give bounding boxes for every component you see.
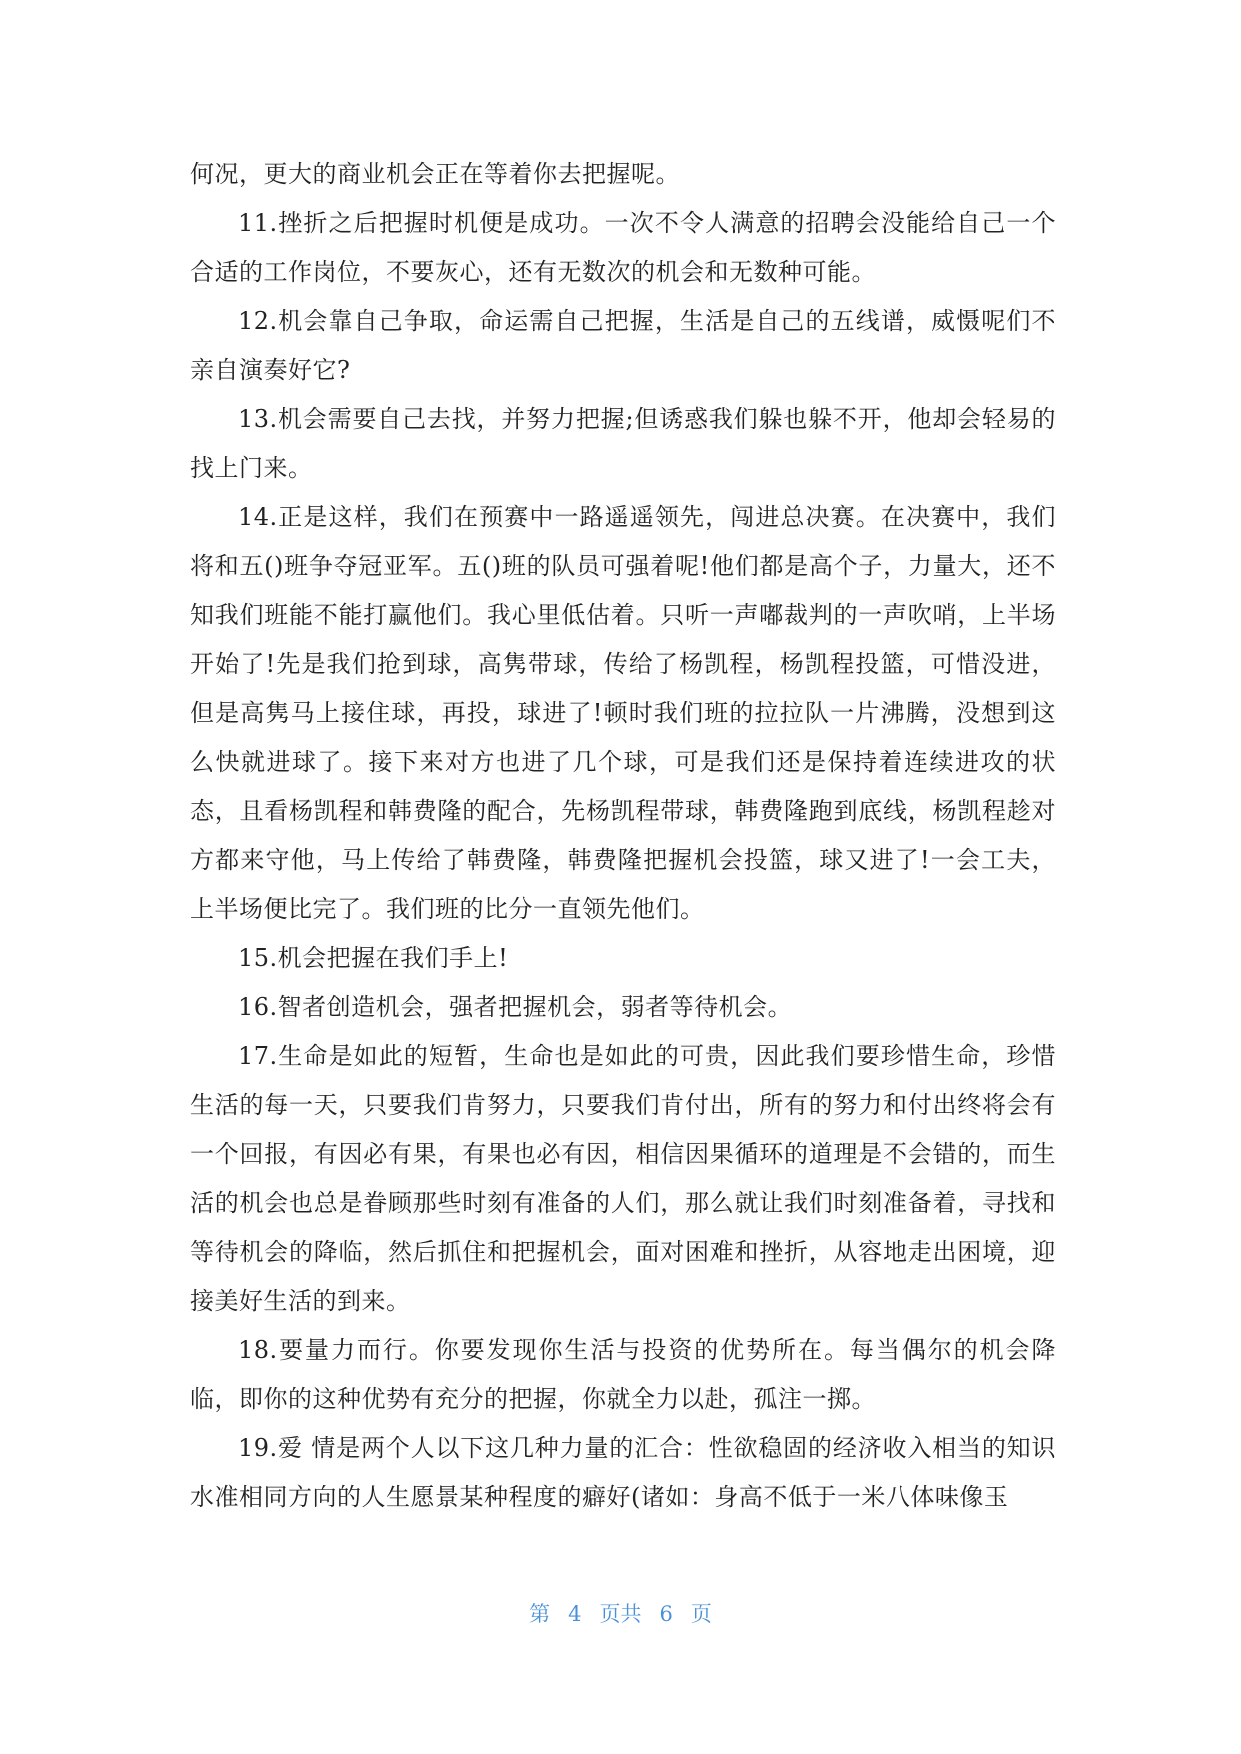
paragraph-0: 何况，更大的商业机会正在等着你去把握呢。: [190, 160, 680, 188]
paragraph-18: 18.要量力而行。你要发现你生活与投资的优势所在。每当偶尔的机会降临，即你的这种优势有充分的把握，你就全力以赴，孤注一掷。: [190, 1336, 1056, 1413]
document-body: [190, 150, 1056, 1522]
paragraph-12: 12.机会靠自己争取，命运需自己把握，生活是自己的五线谱，威慑呢们不亲自演奏好它?: [190, 307, 1056, 384]
page-footer: [0, 1598, 1241, 1628]
paragraph-16: 16.智者创造机会，强者把握机会，弱者等待机会。: [238, 993, 793, 1021]
paragraph-19: 19.爱 情是两个人以下这几种力量的汇合：性欲稳固的经济收入相当的知识水准相同方向的人生愿景某种程度的癖好(诸如：身高不低于一米八体味像玉: [190, 1434, 1056, 1511]
paragraph-13: 13.机会需要自己去找，并努力把握;但诱惑我们躲也躲不开，他却会轻易的找上门来。: [190, 405, 1056, 482]
footer-middle: 页共: [599, 1602, 642, 1626]
paragraph-14: 14.正是这样，我们在预赛中一路遥遥领先，闯进总决赛。在决赛中，我们将和五()班争夺冠亚军。五()班的队员可强着呢!他们都是高个子，力量大，还不知我们班能不能打赢他们。我心里低估着。只听一声嘟裁判的一声吹哨，上半场开始了!先是我们抢到球，高隽带球，传给了杨凯程，杨凯程投篮，可惜没进，但是高隽马上接住球，再投，球进了!顿时我们班的拉拉队一片沸腾，没想到这么快就进球了。接下来对方也进了几个球，可是我们还是保持着连续进攻的状态，且看杨凯程和韩费隆的配合，先杨凯程带球，韩费隆跑到底线，杨凯程趁对方都来守他，马上传给了韩费隆，韩费隆把握机会投篮，球又进了!一会工夫，上半场便比完了。我们班的比分一直领先他们。: [190, 503, 1056, 923]
footer-prefix: 第: [529, 1602, 551, 1626]
paragraph-11: 11.挫折之后把握时机便是成功。一次不令人满意的招聘会没能给自己一个合适的工作岗位，不要灰心，还有无数次的机会和无数种可能。: [190, 209, 1056, 286]
footer-suffix: 页: [690, 1602, 712, 1626]
footer-current-page: 4: [568, 1602, 582, 1626]
paragraph-17: 17.生命是如此的短暂，生命也是如此的可贵，因此我们要珍惜生命，珍惜生活的每一天，只要我们肯努力，只要我们肯付出，所有的努力和付出终将会有一个回报，有因必有果，有果也必有因，相信因果循环的道理是不会错的，而生活的机会也总是眷顾那些时刻有准备的人们，那么就让我们时刻准备着，寻找和等待机会的降临，然后抓住和把握机会，面对困难和挫折，从容地走出困境，迎接美好生活的到来。: [190, 1042, 1056, 1315]
footer-total-pages: 6: [659, 1602, 673, 1626]
paragraph-15: 15.机会把握在我们手上!: [238, 944, 509, 972]
